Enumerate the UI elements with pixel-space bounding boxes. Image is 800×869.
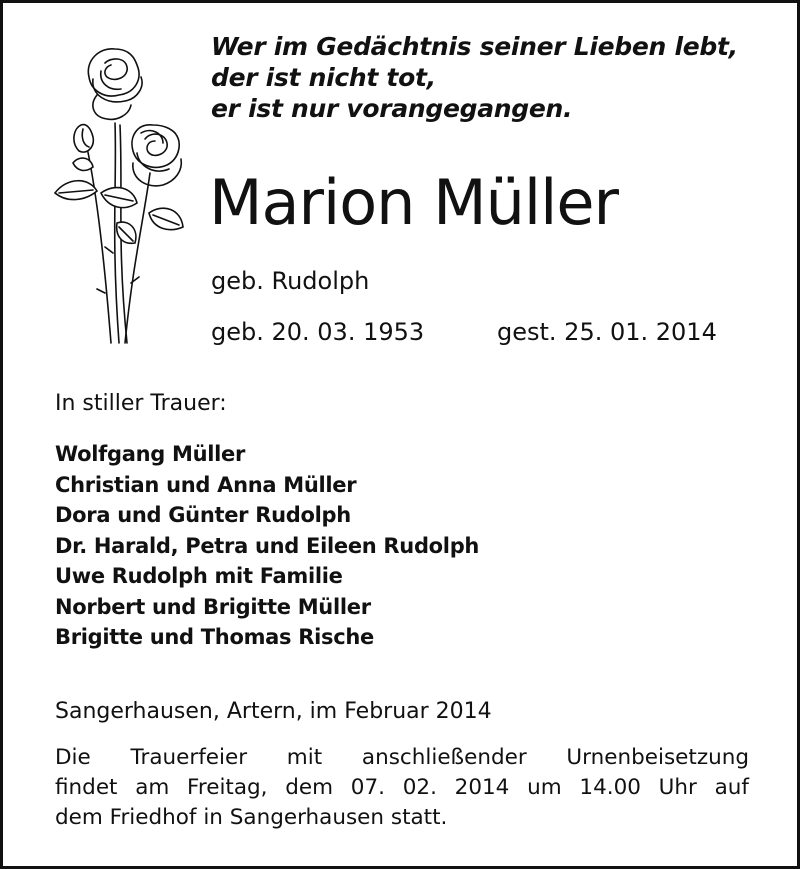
service-notice [55, 743, 749, 833]
mourner-item: Norbert und Brigitte Müller [55, 594, 371, 619]
mourner-item: Christian und Anna Müller [55, 472, 357, 497]
birth-date: geb. 20. 03. 1953 [211, 318, 425, 346]
mourners-list [55, 439, 479, 653]
death-date: gest. 25. 01. 2014 [497, 318, 717, 346]
motto-line: er ist nur vorangegangen. [211, 94, 573, 123]
motto-line: Wer im Gedächtnis seiner Lieben lebt, [211, 32, 738, 61]
motto-verse [211, 31, 738, 124]
life-dates [211, 316, 717, 348]
mourner-item: Dr. Harald, Petra und Eileen Rudolph [55, 533, 480, 558]
service-line: findet am Freitag, dem 07. 02. 2014 um 14.00 Uhr auf [55, 775, 749, 800]
mourner-item: Wolfgang Müller [55, 442, 246, 466]
maiden-name: geb. Rudolph [211, 267, 370, 295]
motto-line: der ist nicht tot, [211, 63, 436, 92]
service-line: Die Trauerfeier mit anschließender Urnenbeisetzung [55, 745, 749, 770]
place-date: Sangerhausen, Artern, im Februar 2014 [55, 699, 492, 724]
rose-icon [45, 43, 195, 353]
mourning-intro: In stiller Trauer: [55, 391, 227, 416]
mourner-item: Dora und Günter Rudolph [55, 503, 351, 527]
deceased-name: Marion Müller [209, 166, 619, 239]
mourner-item: Brigitte und Thomas Rische [55, 625, 374, 649]
service-line: dem Friedhof in Sangerhausen statt. [55, 805, 448, 830]
mourner-item: Uwe Rudolph mit Familie [55, 564, 343, 588]
